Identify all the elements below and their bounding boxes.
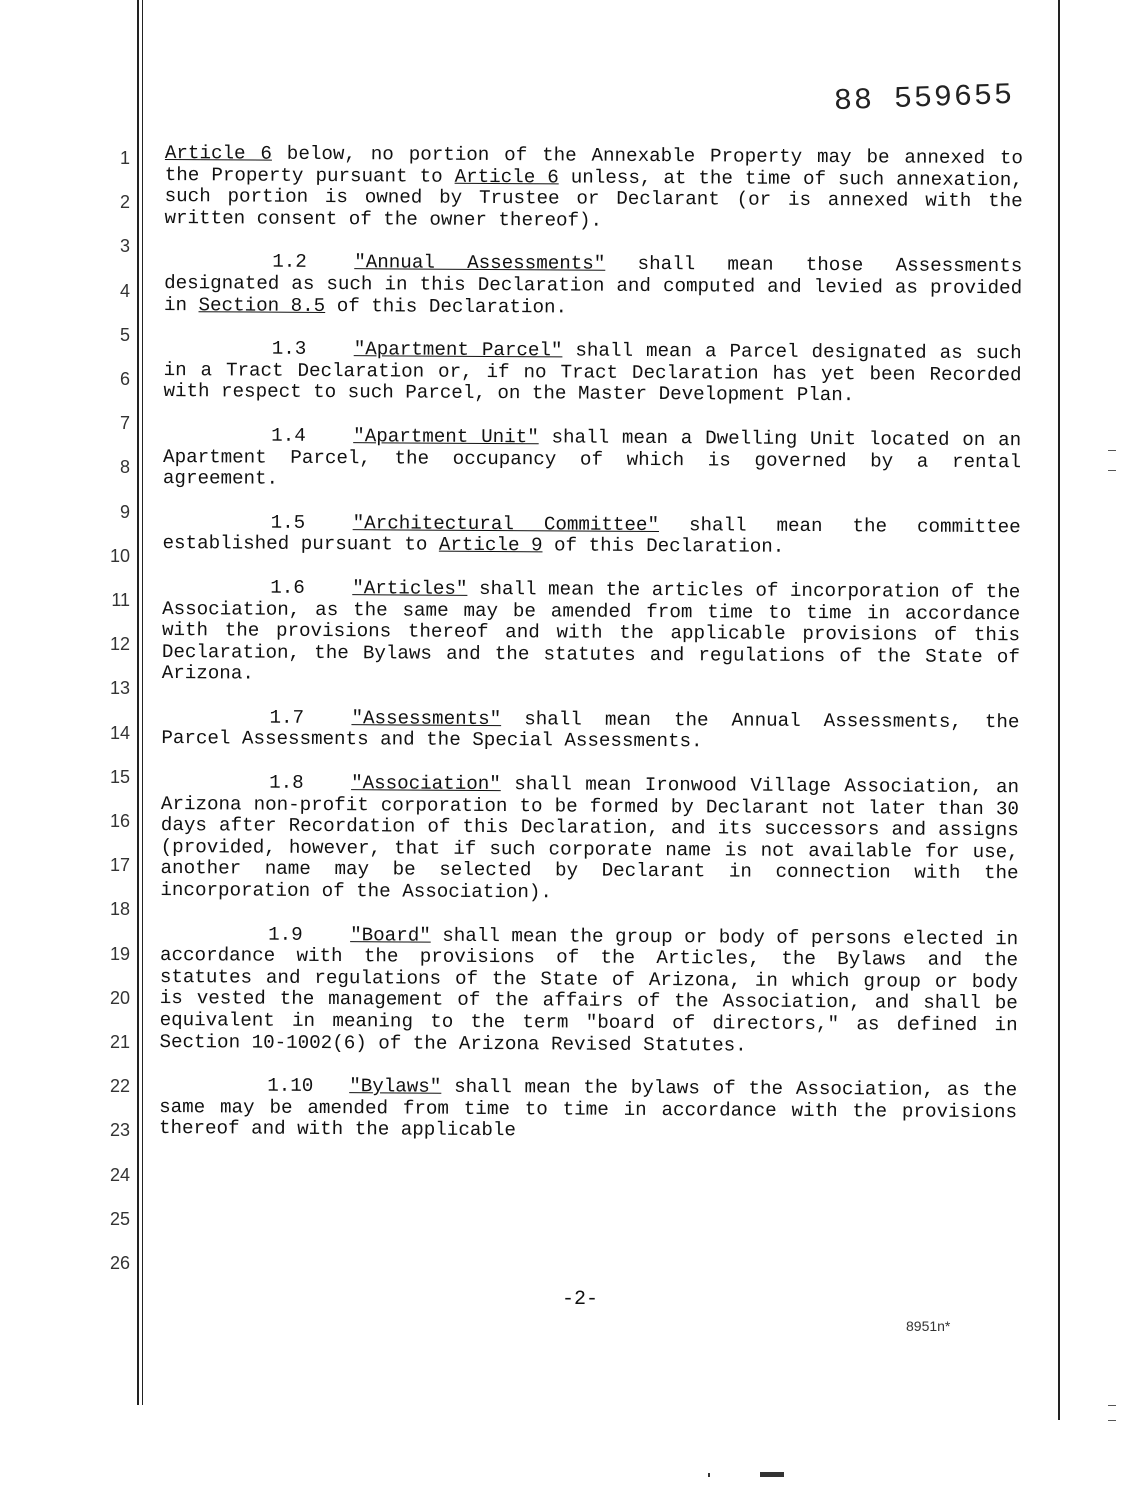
section-number: 1.6 xyxy=(270,576,305,599)
document-body xyxy=(159,143,1023,1167)
paragraph-text: shall mean the committee established pursuant to xyxy=(162,513,1021,556)
scan-blot xyxy=(708,1473,710,1477)
defined-term: Article 9 xyxy=(438,533,543,557)
paragraph-text: shall mean the group or body of persons elected in accordance with the provisions of the Articles, the Bylaws and the statutes and regulations of the State of Arizona, in which group or body is vested the management of the affairs of the Association, and shall be equivalent in meaning to the term "board of directors," as defined in Section 10-1002(6) of the Arizona Revised Statutes. xyxy=(159,924,1019,1057)
scan-mark xyxy=(1108,1405,1116,1406)
line-number: 10 xyxy=(109,545,130,566)
line-number: 7 xyxy=(119,413,130,434)
left-margin-rule-outer xyxy=(137,0,139,1405)
section-number: 1.9 xyxy=(268,923,303,946)
paragraph-text: shall mean a Parcel designated as such in a Tract Declaration or, if no Tract Declaration has yet been Recorded with respect to such Parcel, on the Master Development Plan. xyxy=(163,339,1022,407)
defined-term: "Association" xyxy=(351,772,501,796)
defined-term: Article 6 xyxy=(454,165,559,188)
line-number: 12 xyxy=(109,634,130,655)
scan-mark xyxy=(1108,470,1116,471)
line-number: 26 xyxy=(109,1253,130,1273)
defined-term: "Bylaws" xyxy=(349,1075,442,1098)
line-number: 18 xyxy=(109,899,130,920)
line-number: 11 xyxy=(111,590,130,610)
line-number: 24 xyxy=(109,1164,130,1185)
line-number: 16 xyxy=(109,811,130,831)
page-number: -2- xyxy=(562,1288,599,1311)
paragraph-text: shall mean a Dwelling Unit located on an Apartment Parcel, the occupancy of which is governed by a rental agreement. xyxy=(162,426,1022,490)
paragraph-text: shall mean the Annual Assessments, the Parcel Assessments and the Special Assessments. xyxy=(161,707,1020,753)
section-number: 1.4 xyxy=(271,424,306,447)
line-number: 19 xyxy=(109,943,130,964)
paragraph-p0 xyxy=(164,143,1023,235)
defined-term: Article 6 xyxy=(164,142,273,165)
defined-term: "Apartment Unit" xyxy=(353,425,539,449)
paragraph-text: below, no portion of the Annexable Property may be annexed to the Property pursuant to xyxy=(164,142,1023,188)
line-number: 20 xyxy=(109,987,130,1008)
line-number: 15 xyxy=(109,766,130,787)
defined-term: "Assessments" xyxy=(351,707,502,730)
section-number: 1.10 xyxy=(267,1074,314,1098)
paragraph-p1_5 xyxy=(162,512,1020,560)
document-number: 88 559655 xyxy=(833,78,1015,120)
paragraph-p1_2 xyxy=(164,251,1022,321)
paragraph-p1_10 xyxy=(159,1075,1017,1145)
line-number: 14 xyxy=(109,722,130,743)
line-number: 8 xyxy=(119,457,130,478)
document-code: 8951n* xyxy=(906,1318,951,1334)
line-number: 6 xyxy=(119,369,130,389)
section-number: 1.2 xyxy=(272,251,307,274)
left-margin-rule-inner xyxy=(142,0,143,1405)
line-number: 2 xyxy=(119,192,130,213)
right-margin-rule xyxy=(1058,0,1060,1420)
defined-term: Section 8.5 xyxy=(198,293,326,317)
line-number: 17 xyxy=(109,855,130,876)
line-number: 25 xyxy=(109,1208,130,1229)
section-number: 1.8 xyxy=(269,771,304,794)
scan-mark xyxy=(1108,1420,1116,1421)
paragraph-text: unless, at the time of such annexation, such portion is owned by Trustee or Declarant (or is annexed with the written consent of the owner thereof). xyxy=(164,165,1023,232)
defined-term: "Articles" xyxy=(352,577,468,600)
scan-mark xyxy=(1108,450,1116,451)
paragraph-text: of this Declaration. xyxy=(542,534,785,559)
paragraph-p1_3 xyxy=(163,338,1021,408)
line-number: 22 xyxy=(109,1076,130,1097)
paragraph-text: shall mean the articles of incorporation of the Association, as the same may be amended from time to time in accordance with the provisions thereof and with the applicable provisions of this Declaration, the Bylaws and the statutes and regulations of the State of Arizona. xyxy=(161,577,1021,685)
defined-term: "Apartment Parcel" xyxy=(353,338,563,362)
section-number: 1.3 xyxy=(271,337,307,361)
paragraph-text: of this Declaration. xyxy=(325,294,568,319)
line-number: 21 xyxy=(109,1032,130,1052)
line-number: 1 xyxy=(119,148,130,168)
defined-term: "Board" xyxy=(350,923,431,947)
line-number: 4 xyxy=(119,280,130,301)
paragraph-p1_4 xyxy=(163,425,1021,495)
paragraph-text: shall mean the bylaws of the Association, as the same may be amended from time to time in accordance with the provisions thereof and with the applicable xyxy=(158,1075,1018,1142)
paragraph-p1_6 xyxy=(162,577,1021,690)
paragraph-p1_8 xyxy=(160,772,1019,907)
defined-term: "Annual Assessments" xyxy=(354,251,606,276)
paragraph-p1_9 xyxy=(159,924,1018,1059)
line-number: 9 xyxy=(119,501,130,522)
section-number: 1.7 xyxy=(269,706,305,729)
line-number: 5 xyxy=(119,324,130,345)
section-number: 1.5 xyxy=(270,511,306,534)
scan-blot xyxy=(760,1472,784,1477)
line-number: 3 xyxy=(119,236,130,257)
paragraph-text: shall mean Ironwood Village Association, an Arizona non-profit corporation to be formed by Declarant not later than 30 days after Recordation of this Declaration, and its successors and assigns (provided, however, that if such corporate name is not available for use, another name may be selected by Declarant in connection with the incorporation of the Association). xyxy=(160,773,1020,904)
defined-term: "Architectural Committee" xyxy=(352,511,660,536)
line-number: 13 xyxy=(109,678,130,699)
paragraph-text: shall mean those Assessments designated as such in this Declaration and computed and levied as provided in xyxy=(163,253,1023,316)
line-number: 23 xyxy=(109,1120,130,1141)
paragraph-p1_7 xyxy=(161,707,1019,755)
